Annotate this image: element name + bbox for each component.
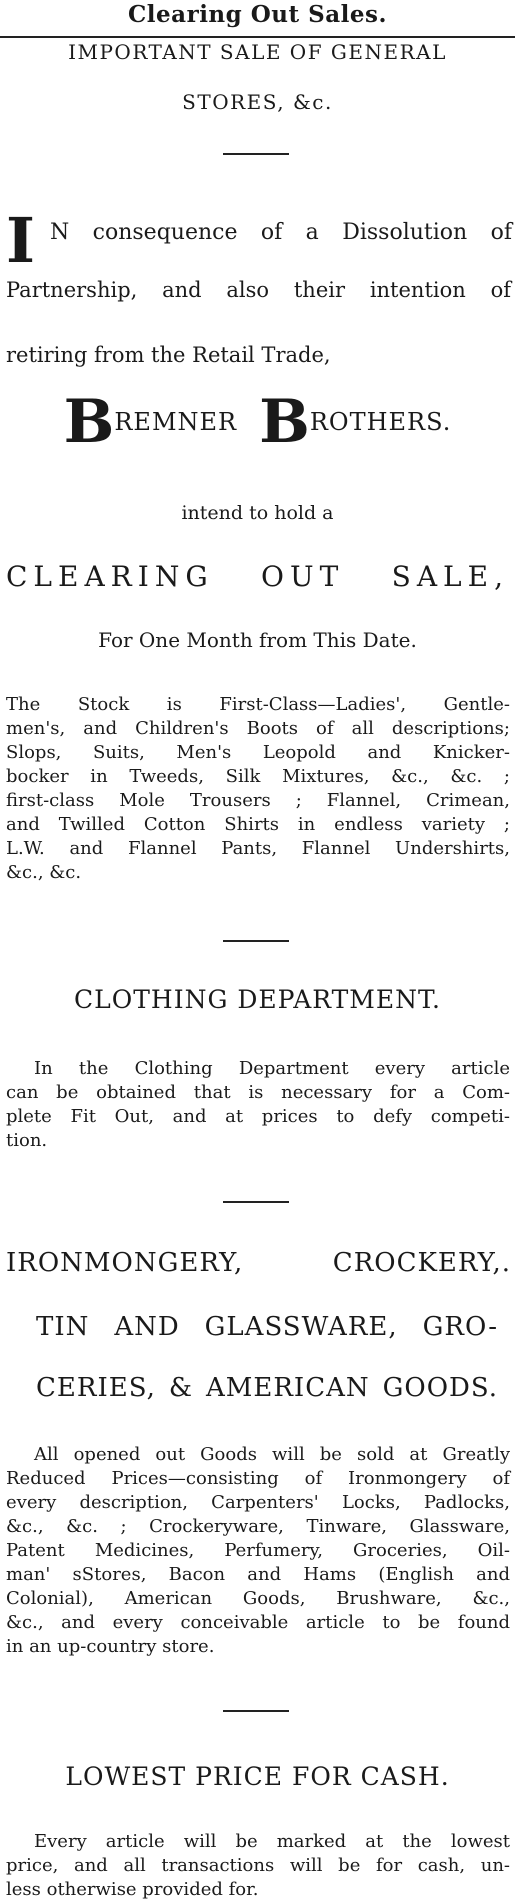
sale-headline: CLEARING OUT SALE, xyxy=(6,560,509,593)
firm-name xyxy=(0,387,515,460)
firm-rest-2: ROTHERS. xyxy=(309,408,452,436)
intro-line-1: N consequence of a Dissolution of xyxy=(50,220,512,245)
intro-line-3: retiring from the Retail Trade, xyxy=(6,343,331,367)
clothing-paragraph xyxy=(6,1057,510,1153)
subhead-line-1: IMPORTANT SALE OF GENERAL xyxy=(68,40,447,64)
ironmongery-line: &c., &c. ; Crockeryware, Tinware, Glassware, xyxy=(6,1516,510,1537)
stock-paragraph xyxy=(6,693,510,885)
cash-heading: LOWEST PRICE FOR CASH. xyxy=(65,1762,450,1791)
divider-rule xyxy=(223,940,289,942)
firm-cap-2: B xyxy=(259,387,310,457)
divider-rule xyxy=(223,153,289,155)
cash-line: less otherwise provided for. xyxy=(6,1879,259,1900)
clothing-heading: CLOTHING DEPARTMENT. xyxy=(74,985,441,1014)
clothing-line: tion. xyxy=(6,1130,48,1151)
ironmongery-line: Patent Medicines, Perfumery, Groceries, Oil- xyxy=(6,1540,510,1561)
stock-line: &c., &c. xyxy=(6,862,82,883)
firm-rest-1: REMNER xyxy=(114,408,238,436)
stock-line: L.W. and Flannel Pants, Flannel Undershirts, xyxy=(6,838,510,859)
cash-line: Every article will be marked at the lowest xyxy=(34,1831,510,1852)
sale-duration: For One Month from This Date. xyxy=(98,628,417,652)
intro-line-2: Partnership, and also their intention of xyxy=(6,278,511,302)
ironmongery-heading-3: CERIES, & AMERICAN GOODS. xyxy=(36,1373,498,1403)
subhead-line-2: STORES, &c. xyxy=(182,90,333,114)
page-title: Clearing Out Sales. xyxy=(128,1,387,28)
divider-rule xyxy=(223,1201,289,1203)
ironmongery-paragraph xyxy=(6,1443,510,1659)
ironmongery-line: in an up-country store. xyxy=(6,1636,215,1657)
ironmongery-line: man' sStores, Bacon and Hams (English and xyxy=(6,1564,510,1585)
ironmongery-heading-2: TIN AND GLASSWARE, GRO- xyxy=(36,1312,498,1342)
intend-line: intend to hold a xyxy=(181,502,334,524)
clothing-line: In the Clothing Department every article xyxy=(34,1058,510,1079)
stock-line: The Stock is First-Class—Ladies', Gentle- xyxy=(6,694,510,715)
drop-cap: I xyxy=(6,204,36,277)
cash-line: price, and all transactions will be for cash, un- xyxy=(6,1855,510,1876)
stock-line: bocker in Tweeds, Silk Mixtures, &c., &c. ; xyxy=(6,766,510,787)
ironmongery-heading-1: IRONMONGERY, CROCKERY,. xyxy=(6,1248,511,1278)
ironmongery-line: &c., and every conceivable article to be found xyxy=(6,1612,510,1633)
ironmongery-line: every description, Carpenters' Locks, Padlocks, xyxy=(6,1492,510,1513)
intro-lead xyxy=(6,204,512,280)
clothing-line: plete Fit Out, and at prices to defy competi- xyxy=(6,1106,510,1127)
ironmongery-line: Reduced Prices—consisting of Ironmongery of xyxy=(6,1468,510,1489)
firm-cap-1: B xyxy=(63,387,115,457)
stock-line: Slops, Suits, Men's Leopold and Knicker- xyxy=(6,742,510,763)
divider-rule xyxy=(223,1710,289,1712)
stock-line: first-class Mole Trousers ; Flannel, Crimean, xyxy=(6,790,510,811)
header-rule xyxy=(0,36,515,38)
ironmongery-line: All opened out Goods will be sold at Greatly xyxy=(34,1444,510,1465)
ironmongery-line: Colonial), American Goods, Brushware, &c., xyxy=(6,1588,510,1609)
stock-line: and Twilled Cotton Shirts in endless variety ; xyxy=(6,814,510,835)
stock-line: men's, and Children's Boots of all descriptions; xyxy=(6,718,510,739)
clothing-line: can be obtained that is necessary for a Com- xyxy=(6,1082,510,1103)
cash-paragraph xyxy=(6,1830,510,1902)
